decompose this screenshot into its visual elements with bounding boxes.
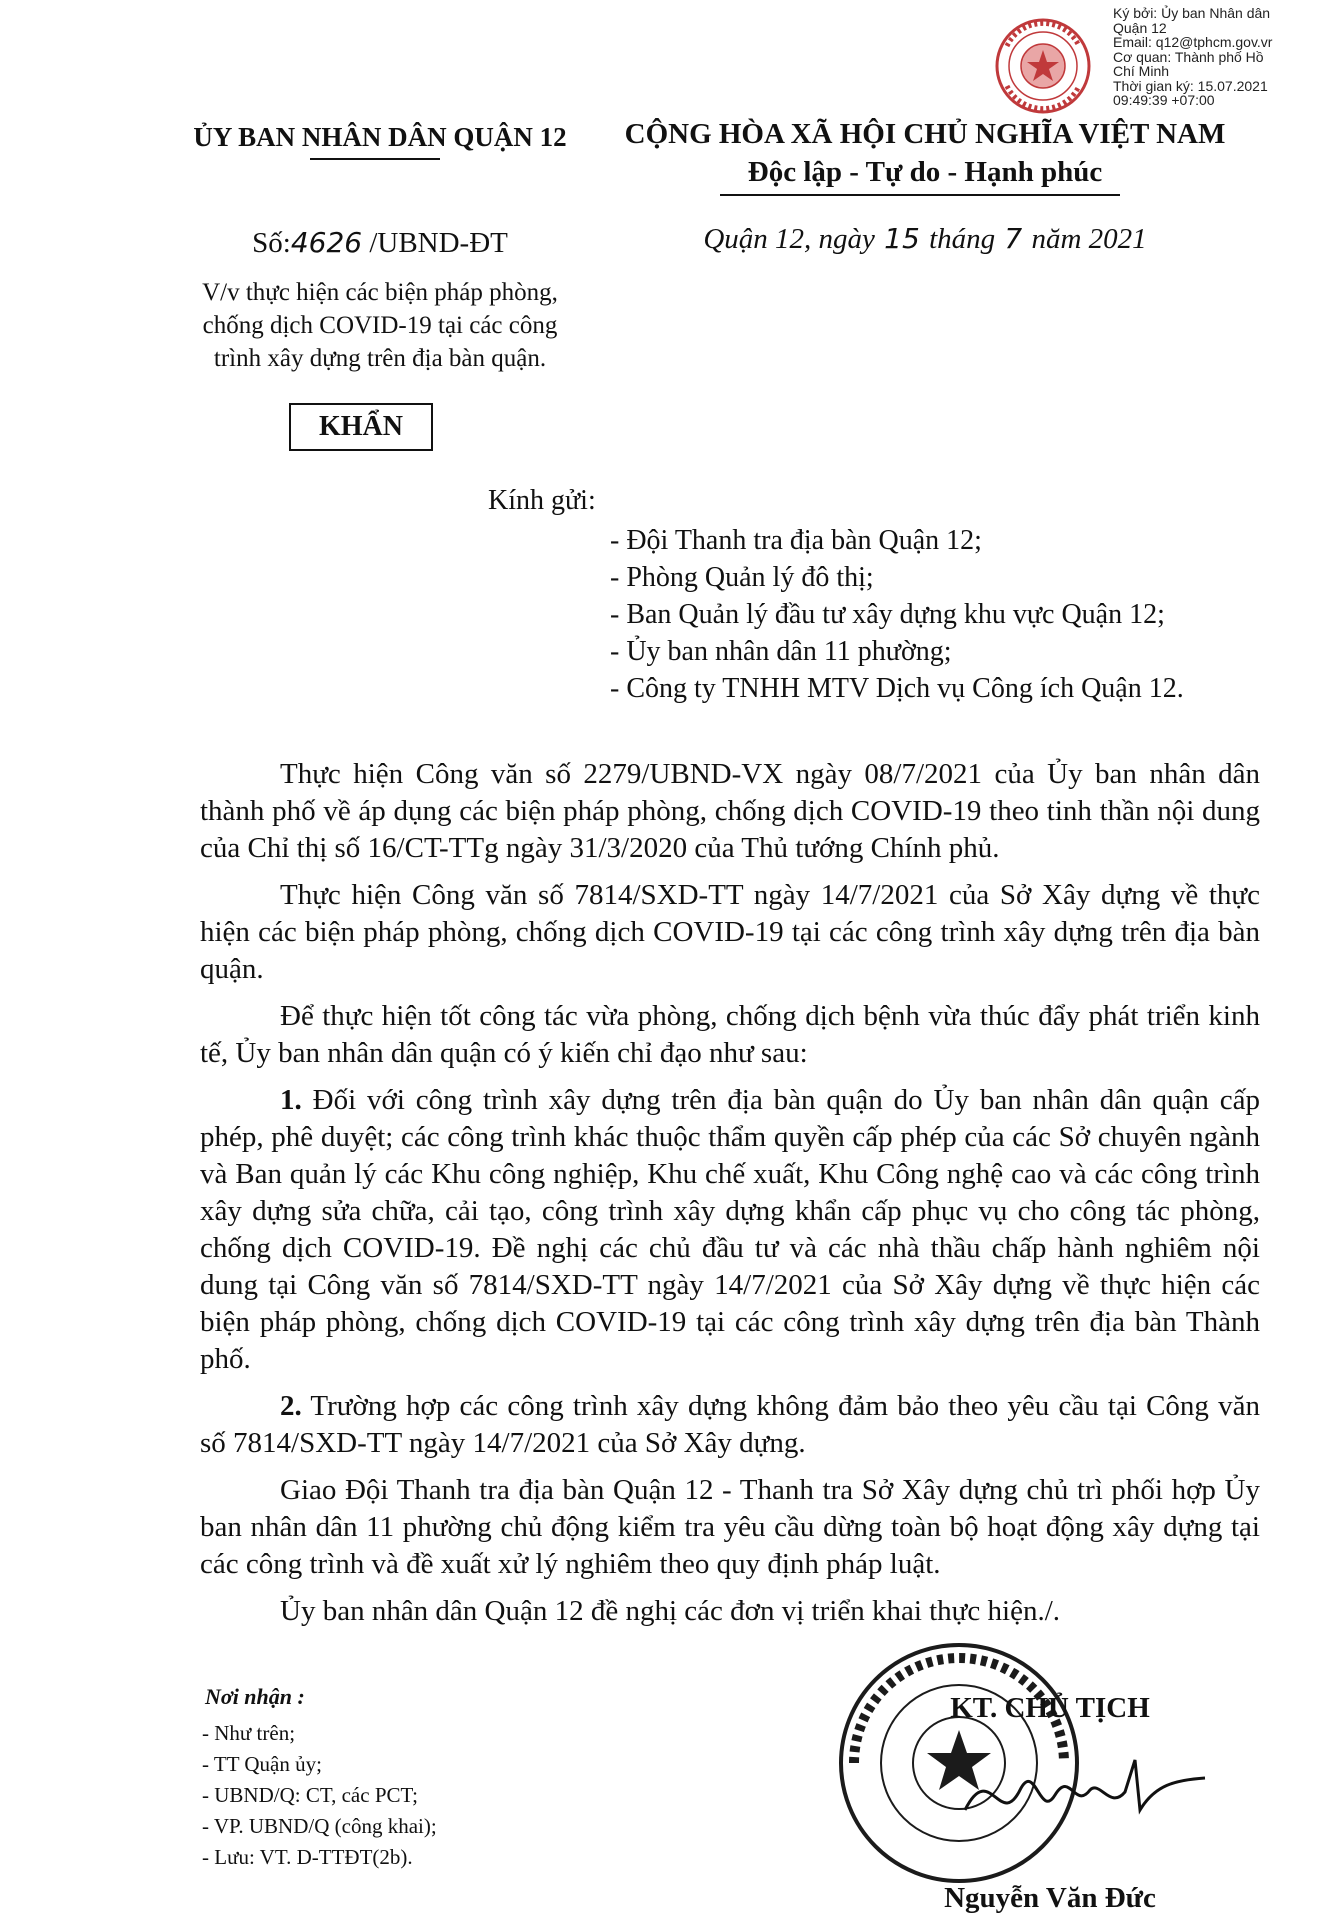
item-number: 1. — [280, 1084, 302, 1116]
recipients-label: Kính gửi: — [488, 485, 596, 516]
doc-number-prefix: Số: — [252, 227, 291, 259]
recipient-item: - Ủy ban nhân dân 11 phường; — [610, 636, 952, 667]
signature-line: Quận 12 — [1113, 19, 1167, 36]
body-paragraph: Ủy ban nhân dân Quận 12 đề nghị các đơn vị triển khai thực hiện./. — [280, 1595, 1061, 1627]
body-paragraph: Thực hiện Công văn số 2279/UBND-VX ngày 08/7/2021 của Ủy ban nhân dân thành phố về áp dụng các biện pháp phòng, chống dịch COVID-19 theo tinh thần nội dung của Chỉ thị số 16/CT-TTg ngày 31/3/2020 của Thủ tướng Chính phủ. — [200, 758, 1260, 864]
item-text: Trường hợp các công trình xây dựng không đảm bảo theo yêu cầu tại Công văn số 7814/SXD-TT ngày 14/7/2021 của Sở Xây dựng. — [200, 1390, 1260, 1459]
document-number — [170, 226, 590, 260]
distribution-item: - VP. UBND/Q (công khai); — [202, 1814, 437, 1838]
date-part: năm 2021 — [1031, 223, 1147, 255]
signer-name: Nguyễn Văn Đức — [944, 1882, 1156, 1914]
document-subject — [170, 276, 590, 375]
doc-number-handwritten: 4626 — [290, 226, 363, 259]
subject-line: V/v thực hiện các biện pháp phòng, — [202, 279, 558, 306]
recipient-item: - Công ty TNHH MTV Dịch vụ Công ích Quận 12. — [610, 673, 1184, 704]
recipient-item: - Phòng Quản lý đô thị; — [610, 562, 874, 593]
date-day-handwritten: 15 — [884, 222, 920, 255]
date-part: tháng — [929, 223, 996, 255]
document-date — [600, 222, 1250, 256]
body-paragraph: Giao Đội Thanh tra địa bàn Quận 12 - Thanh tra Sở Xây dựng chủ trì phối hợp Ủy ban nhân dân 11 phường chủ động kiểm tra yêu cầu dừng toàn bộ hoạt động xây dựng tại các công trình và đề xuất xử lý nghiêm theo quy định pháp luật. — [200, 1474, 1260, 1580]
agency-underline — [310, 158, 440, 160]
distribution-label: Nơi nhận : — [205, 1684, 305, 1709]
national-motto: Độc lập - Tự do - Hạnh phúc — [747, 156, 1103, 188]
item-number: 2. — [280, 1390, 302, 1422]
document-body — [200, 756, 1260, 1640]
body-paragraph-item-2 — [200, 1388, 1260, 1462]
item-text: Đối với công trình xây dựng trên địa bàn quận do Ủy ban nhân dân quận cấp phép, phê duyệt; các công trình khác thuộc thẩm quyền cấp phép của các Sở chuyên ngành và Ban quản lý các Khu công nghiệp, Khu chế xuất, Khu Công nghệ cao và các công trình xây dựng sửa chữa, cải tạo, công trình xây dựng khẩn cấp phục vụ cho công tác phòng, chống dịch COVID-19. Đề nghị các chủ đầu tư và các nhà thầu chấp hành nghiêm nội dung tại Công văn số 7814/SXD-TT ngày 14/7/2021 của Sở Xây dựng về thực hiện các biện pháp phòng, chống dịch COVID-19 tại các công trình xây dựng trên địa bàn Thành phố. — [200, 1084, 1261, 1375]
recipient-item: - Ban Quản lý đầu tư xây dựng khu vực Quận 12; — [610, 599, 1165, 630]
doc-number-suffix: /UBND-ĐT — [369, 227, 508, 259]
date-month-handwritten: 7 — [1004, 222, 1023, 255]
signature-line: Cơ quan: Thành phố Hồ — [1113, 48, 1264, 65]
distribution-item: - Như trên; — [202, 1721, 296, 1745]
urgency-stamp: KHẨN — [289, 403, 433, 451]
distribution-list — [202, 1718, 437, 1873]
recipients-list — [610, 522, 1330, 707]
signature-line: Chí Minh — [1113, 63, 1170, 79]
signature-line: Thời gian ký: 15.07.2021 — [1113, 77, 1268, 94]
digital-signature-seal — [993, 16, 1093, 116]
subject-line: chống dịch COVID-19 tại các công — [202, 312, 558, 339]
national-title: CỘNG HÒA XÃ HỘI CHỦ NGHĨA VIỆT NAM — [624, 118, 1226, 150]
distribution-item: - UBND/Q: CT, các PCT; — [202, 1783, 419, 1807]
agency-name: ỦY BAN NHÂN DÂN QUẬN 12 — [193, 122, 567, 152]
signature-line: Ký bởi: Ủy ban Nhân dân — [1113, 5, 1271, 21]
date-part: Quận 12, ngày — [703, 223, 875, 255]
motto-underline — [720, 194, 1120, 196]
body-paragraph: Để thực hiện tốt công tác vừa phòng, chống dịch bệnh vừa thúc đẩy phát triển kinh tế, Ủy ban nhân dân quận có ý kiến chỉ đạo như sau: — [200, 1000, 1260, 1069]
digital-signature-info — [1113, 6, 1333, 108]
recipient-item: - Đội Thanh tra địa bàn Quận 12; — [610, 525, 982, 556]
subject-line: trình xây dựng trên địa bàn quận. — [213, 345, 547, 372]
handwritten-signature — [960, 1740, 1210, 1850]
body-paragraph: Thực hiện Công văn số 7814/SXD-TT ngày 14/7/2021 của Sở Xây dựng về thực hiện các biện pháp phòng, chống dịch COVID-19 tại các công trình xây dựng trên địa bàn quận. — [200, 879, 1260, 985]
signatory-title: KT. CHỦ TỊCH — [950, 1692, 1150, 1724]
distribution-item: - Lưu: VT. D-TTĐT(2b). — [202, 1845, 413, 1869]
signature-line: 09:49:39 +07:00 — [1113, 92, 1215, 108]
signature-line: Email: q12@tphcm.gov.vr — [1113, 34, 1273, 50]
distribution-item: - TT Quận ủy; — [202, 1752, 322, 1776]
body-paragraph-item-1 — [200, 1082, 1260, 1378]
